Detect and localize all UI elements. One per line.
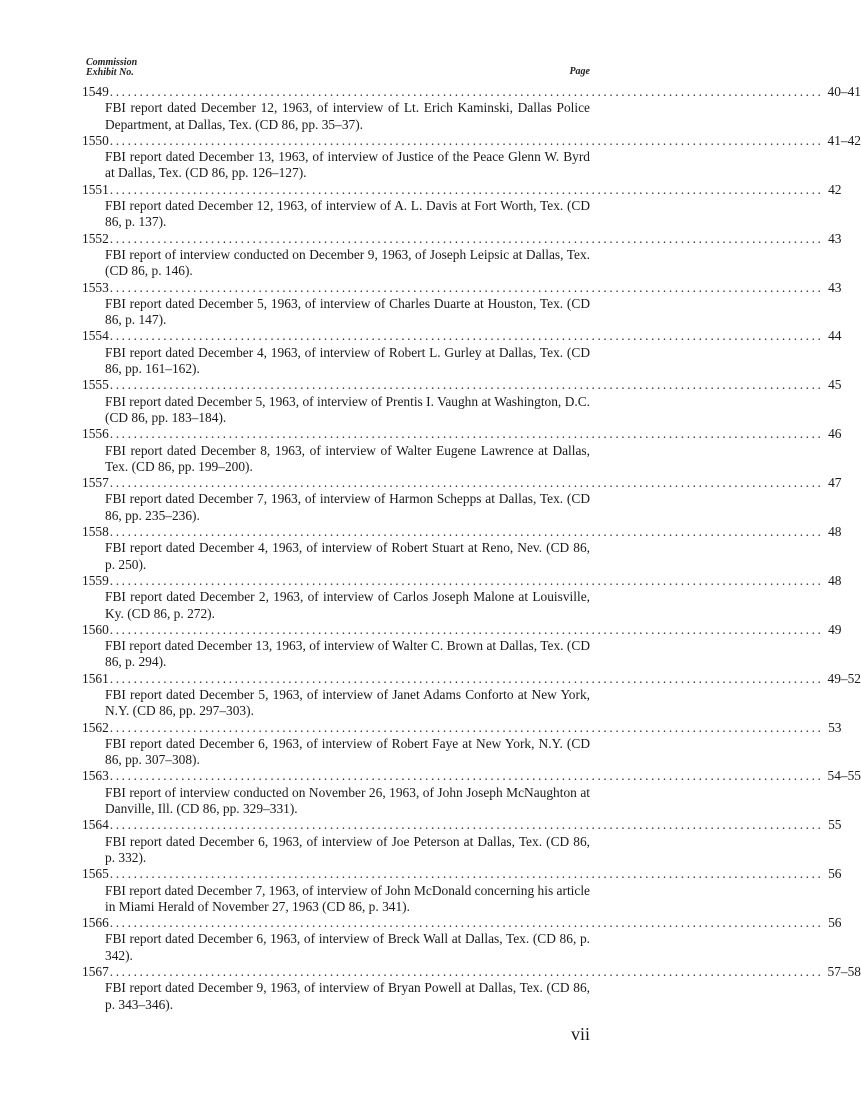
page-reference: 56 <box>828 915 842 931</box>
page-reference: 42 <box>828 181 842 197</box>
dot-leader: ........................................................................................................................ <box>109 279 824 295</box>
exhibit-description: FBI report dated December 7, 1963, of interview of Harmon Schepps at Dallas, Tex. (CD 86, pp. 235–236). <box>105 491 590 523</box>
exhibit-label-line1: Commission <box>86 57 138 68</box>
exhibit-description: FBI report dated December 12, 1963, of interview of Lt. Erich Kaminski, Dallas Police Department, at Dallas, Tex. (CD 86, pp. 35–37). <box>105 100 590 132</box>
exhibit-number: 1554 <box>82 328 109 344</box>
exhibit-description: FBI report dated December 4, 1963, of interview of Robert L. Gurley at Dallas, Tex. (CD 86, pp. 161–162). <box>105 344 590 377</box>
page-reference: 49 <box>828 621 842 637</box>
exhibit-entry <box>82 670 861 720</box>
exhibit-entry <box>82 817 842 866</box>
exhibit-number-line <box>82 915 842 931</box>
exhibit-number-line <box>82 866 842 882</box>
dot-leader: ........................................................................................................................ <box>109 719 824 735</box>
exhibit-number-line <box>82 181 842 198</box>
page-reference: 47 <box>828 475 842 491</box>
dot-leader: ........................................................................................................................ <box>109 817 824 833</box>
exhibit-description: FBI report of interview conducted on November 26, 1963, of John Joseph McNaughton at Danville, Ill. (CD 86, pp. 329–331). <box>105 784 590 817</box>
exhibit-number-line <box>82 524 842 540</box>
exhibit-number: 1567 <box>82 964 109 980</box>
exhibit-description: FBI report dated December 6, 1963, of interview of Joe Peterson at Dallas, Tex. (CD 86, p. 332). <box>105 833 590 865</box>
dot-leader: ........................................................................................................................ <box>109 377 824 393</box>
exhibit-label-line2: Exhibit No. <box>86 67 134 78</box>
exhibit-description: FBI report dated December 5, 1963, of interview of Charles Duarte at Houston, Tex. (CD 86, p. 147). <box>105 295 590 328</box>
dot-leader: ........................................................................................................................ <box>109 475 824 491</box>
exhibit-description: FBI report dated December 2, 1963, of interview of Carlos Joseph Malone at Louisville, Ky. (CD 86, p. 272). <box>105 589 590 621</box>
exhibit-number: 1552 <box>82 230 109 246</box>
exhibit-entry <box>82 524 842 573</box>
exhibit-number-line <box>82 817 842 833</box>
exhibit-description: FBI report dated December 6, 1963, of interview of Breck Wall at Dallas, Tex. (CD 86, p. 342). <box>105 931 590 963</box>
page-reference: 43 <box>828 279 842 295</box>
page-reference: 43 <box>828 230 842 246</box>
exhibit-number-line <box>82 84 861 100</box>
dot-leader: ........................................................................................................................ <box>109 230 824 246</box>
exhibit-number: 1560 <box>82 621 109 637</box>
dot-leader: ........................................................................................................................ <box>109 866 824 882</box>
document-page <box>82 56 861 1086</box>
exhibit-entry <box>82 181 842 231</box>
exhibit-entry <box>82 866 842 915</box>
exhibit-column-label <box>86 58 137 78</box>
exhibit-number-line <box>82 621 842 638</box>
exhibit-entry <box>82 572 842 622</box>
exhibit-entry <box>82 426 842 475</box>
exhibit-entry <box>82 377 842 426</box>
exhibit-number: 1562 <box>82 719 109 735</box>
page-column-label: Page <box>569 66 590 77</box>
exhibit-number-line <box>82 768 861 784</box>
exhibit-number-line <box>82 132 861 149</box>
page-reference: 49–52 <box>827 670 861 686</box>
exhibit-number: 1551 <box>82 181 109 197</box>
exhibit-description: FBI report dated December 13, 1963, of interview of Justice of the Peace Glenn W. Byrd at Dallas, Tex. (CD 86, pp. 126–127). <box>105 149 590 181</box>
exhibit-number-line <box>82 475 842 491</box>
dot-leader: ........................................................................................................................ <box>109 132 824 148</box>
page-reference: 48 <box>828 572 842 588</box>
exhibit-description: FBI report dated December 12, 1963, of interview of A. L. Davis at Fort Worth, Tex. (CD 86, p. 137). <box>105 198 590 230</box>
exhibit-description: FBI report of interview conducted on December 9, 1963, of Joseph Leipsic at Dallas, Tex. (CD 86, p. 146). <box>105 246 590 279</box>
exhibit-description: FBI report dated December 13, 1963, of interview of Walter C. Brown at Dallas, Tex. (CD 86, p. 294). <box>105 638 590 670</box>
page-reference: 44 <box>828 328 842 344</box>
page-reference: 45 <box>828 377 842 393</box>
page-reference: 55 <box>828 817 842 833</box>
exhibit-description: FBI report dated December 5, 1963, of interview of Prentis I. Vaughn at Washington, D.C. (CD 86, pp. 183–184). <box>105 393 590 425</box>
exhibit-description: FBI report dated December 6, 1963, of interview of Robert Faye at New York, N.Y. (CD 86, pp. 307–308). <box>105 735 590 768</box>
exhibit-entry <box>82 475 842 524</box>
exhibit-number: 1553 <box>82 279 109 295</box>
dot-leader: ........................................................................................................................ <box>109 572 824 588</box>
exhibit-number: 1564 <box>82 817 109 833</box>
dot-leader: ........................................................................................................................ <box>109 915 824 931</box>
exhibit-number: 1549 <box>82 84 109 99</box>
exhibit-entry <box>82 230 842 280</box>
dot-leader: ........................................................................................................................ <box>109 670 824 686</box>
exhibit-number: 1556 <box>82 426 109 442</box>
exhibit-number-line <box>82 670 861 687</box>
page-number: vii <box>570 1024 590 1044</box>
exhibit-number: 1550 <box>82 132 109 148</box>
exhibit-entry <box>82 964 861 1013</box>
exhibit-number: 1565 <box>82 866 109 882</box>
dot-leader: ........................................................................................................................ <box>109 964 824 980</box>
exhibit-number-line <box>82 426 842 442</box>
dot-leader: ........................................................................................................................ <box>109 426 824 442</box>
exhibit-number: 1555 <box>82 377 109 393</box>
page-reference: 54–55 <box>827 768 861 784</box>
exhibit-description: FBI report dated December 5, 1963, of interview of Janet Adams Conforto at New York, N.Y. (CD 86, pp. 297–303). <box>105 686 590 719</box>
exhibit-number: 1566 <box>82 915 109 931</box>
exhibit-number-line <box>82 964 861 980</box>
exhibit-number-line <box>82 230 842 247</box>
exhibit-entry <box>82 915 842 964</box>
exhibit-entry <box>82 279 842 329</box>
page-reference: 48 <box>828 524 842 540</box>
exhibit-number-line <box>82 719 842 736</box>
dot-leader: ........................................................................................................................ <box>109 328 824 344</box>
exhibit-number: 1561 <box>82 670 109 686</box>
dot-leader: ........................................................................................................................ <box>109 84 824 99</box>
page-reference: 57–58 <box>827 964 861 980</box>
exhibit-description: FBI report dated December 4, 1963, of interview of Robert Stuart at Reno, Nev. (CD 86, p. 250). <box>105 540 590 572</box>
dot-leader: ........................................................................................................................ <box>109 621 824 637</box>
exhibit-number: 1559 <box>82 572 109 588</box>
exhibit-entry <box>82 328 842 377</box>
exhibit-entry <box>82 132 861 182</box>
dot-leader: ........................................................................................................................ <box>109 524 824 540</box>
dot-leader: ........................................................................................................................ <box>109 768 824 784</box>
exhibit-description: FBI report dated December 7, 1963, of interview of John McDonald concerning his article in Miami Herald of November 27, 1963 (CD 86, p. 341). <box>105 882 590 914</box>
exhibit-number-line <box>82 328 842 344</box>
exhibit-number-line <box>82 279 842 296</box>
exhibit-entry <box>82 719 842 769</box>
exhibit-entry <box>82 621 842 671</box>
exhibit-description: FBI report dated December 9, 1963, of interview of Bryan Powell at Dallas, Tex. (CD 86, p. 343–346). <box>105 980 590 1012</box>
exhibit-entry <box>82 768 861 817</box>
page-reference: 46 <box>828 426 842 442</box>
exhibit-number: 1558 <box>82 524 109 540</box>
exhibit-number-line <box>82 377 842 393</box>
dot-leader: ........................................................................................................................ <box>109 181 824 197</box>
page-reference: 40–41 <box>827 84 861 99</box>
exhibit-entry <box>82 84 861 133</box>
exhibit-number: 1563 <box>82 768 109 784</box>
column-header <box>82 56 590 84</box>
exhibit-list <box>82 84 861 1013</box>
page-reference: 41–42 <box>827 132 861 148</box>
exhibit-description: FBI report dated December 8, 1963, of interview of Walter Eugene Lawrence at Dallas, Tex. (CD 86, pp. 199–200). <box>105 442 590 474</box>
exhibit-number-line <box>82 572 842 589</box>
exhibit-number: 1557 <box>82 475 109 491</box>
page-reference: 56 <box>828 866 842 882</box>
page-reference: 53 <box>828 719 842 735</box>
